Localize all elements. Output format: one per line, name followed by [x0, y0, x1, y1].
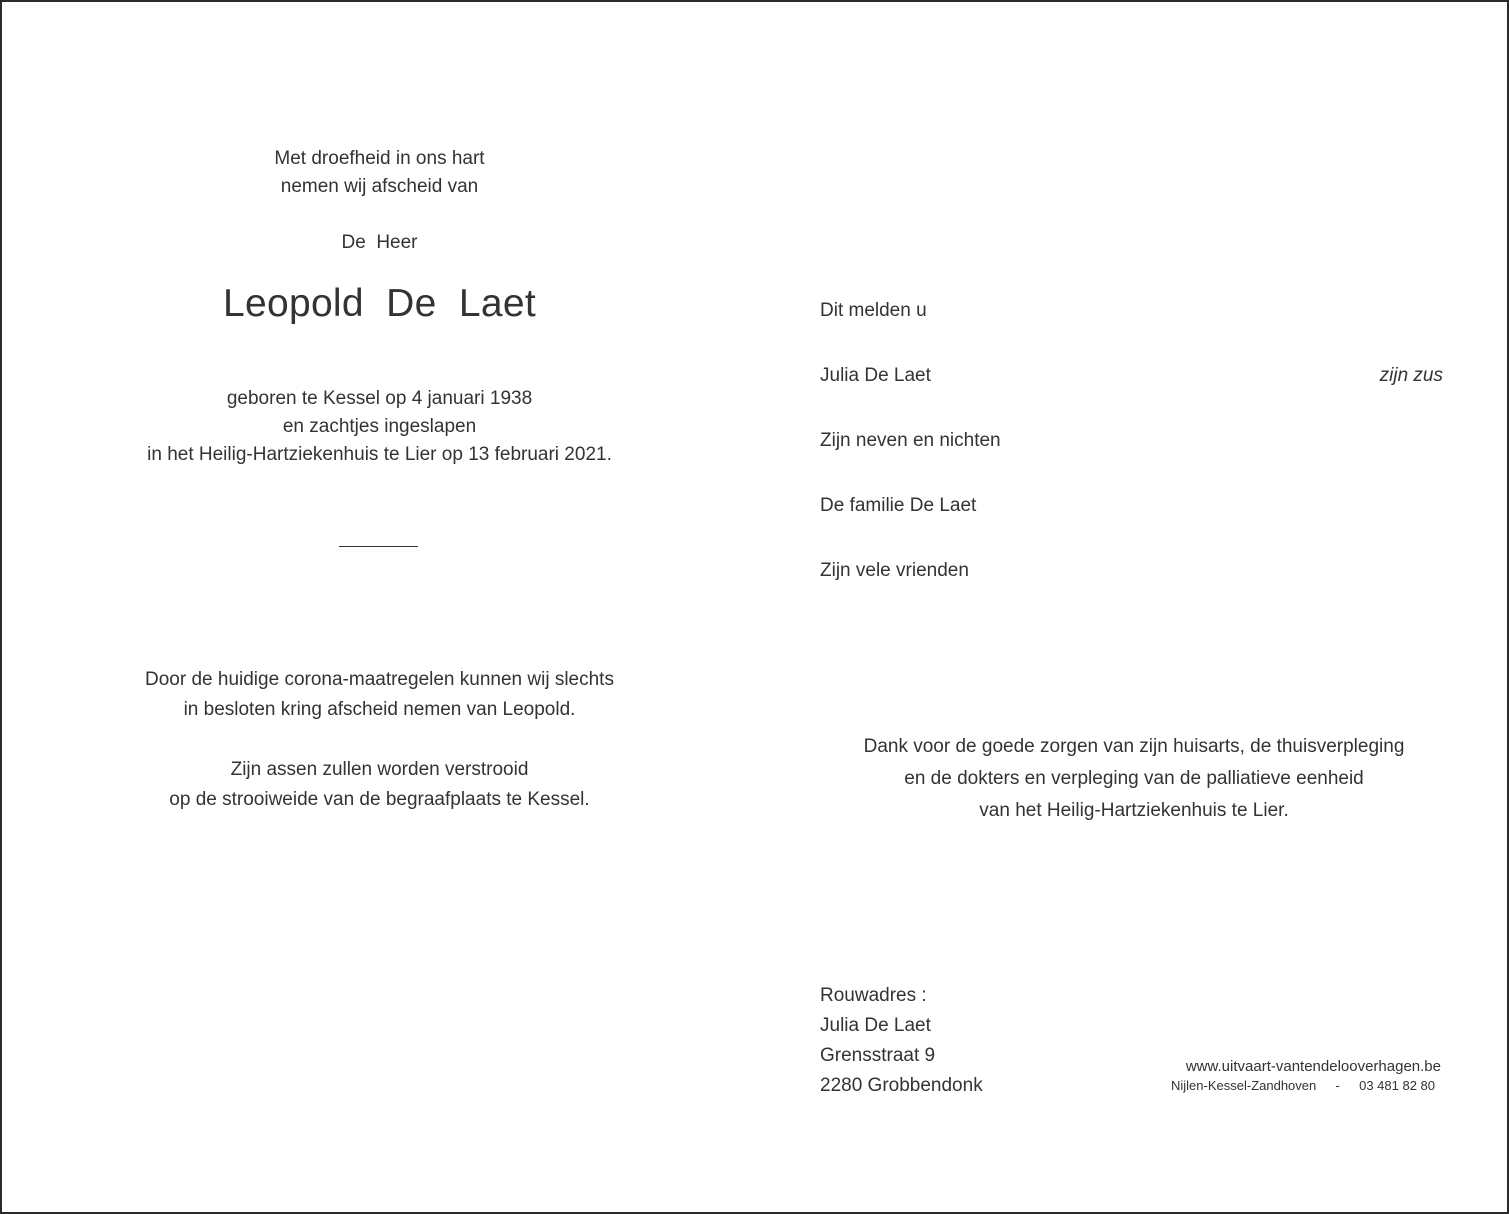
ashes-line-1: Zijn assen zullen worden verstrooid	[230, 759, 529, 780]
corona-line-2: in besloten kring afscheid nemen van Leopold.	[183, 699, 576, 720]
ashes-notice	[102, 755, 657, 815]
intro-line-2: nemen wij afscheid van	[280, 176, 479, 197]
birth-death-text	[102, 385, 657, 469]
funeral-home-website: www.uitvaart-vantendelooverhagen.be	[1185, 1058, 1441, 1075]
contact-separator: -	[1335, 1078, 1340, 1093]
mourner-family: De familie De Laet	[820, 495, 977, 516]
intro-text	[102, 145, 657, 201]
mourner-relation: zijn zus	[1379, 365, 1443, 386]
address-street: Grensstraat 9	[820, 1045, 936, 1066]
corona-line-1: Door de huidige corona-maatregelen kunnen wij slechts	[145, 669, 614, 690]
birth-line-1: geboren te Kessel op 4 januari 1938	[226, 388, 533, 409]
mourner-sister: Julia De Laet	[820, 365, 931, 386]
funeral-home-contact	[1171, 1077, 1435, 1095]
birth-line-2: en zachtjes ingeslapen	[282, 416, 477, 437]
address-label: Rouwadres :	[820, 985, 927, 1006]
funeral-home-phone: 03 481 82 80	[1359, 1078, 1435, 1093]
funeral-home-locations: Nijlen-Kessel-Zandhoven	[1171, 1078, 1317, 1093]
address-name: Julia De Laet	[820, 1015, 931, 1036]
thanks-text	[820, 731, 1448, 827]
birth-line-3: in het Heilig-Hartziekenhuis te Lier op 13 februari 2021.	[147, 444, 612, 465]
mourning-address	[820, 981, 983, 1101]
honorific: De Heer	[341, 232, 418, 253]
thanks-line-3: van het Heilig-Hartziekenhuis te Lier.	[979, 800, 1289, 821]
thanks-line-2: en de dokters en verpleging van de palliatieve eenheid	[904, 768, 1364, 789]
mourner-cousins: Zijn neven en nichten	[820, 430, 1001, 451]
corona-notice	[102, 665, 657, 725]
ashes-line-2: op de strooiweide van de begraafplaats te Kessel.	[169, 789, 590, 810]
intro-line-1: Met droefheid in ons hart	[274, 148, 485, 169]
thanks-line-1: Dank voor de goede zorgen van zijn huisarts, de thuisverpleging	[863, 736, 1405, 757]
divider-line	[339, 546, 418, 547]
deceased-name: Leopold De Laet	[222, 282, 536, 325]
announcement-text: Dit melden u	[820, 300, 927, 321]
address-city: 2280 Grobbendonk	[820, 1075, 983, 1096]
mourner-friends: Zijn vele vrienden	[820, 560, 969, 581]
